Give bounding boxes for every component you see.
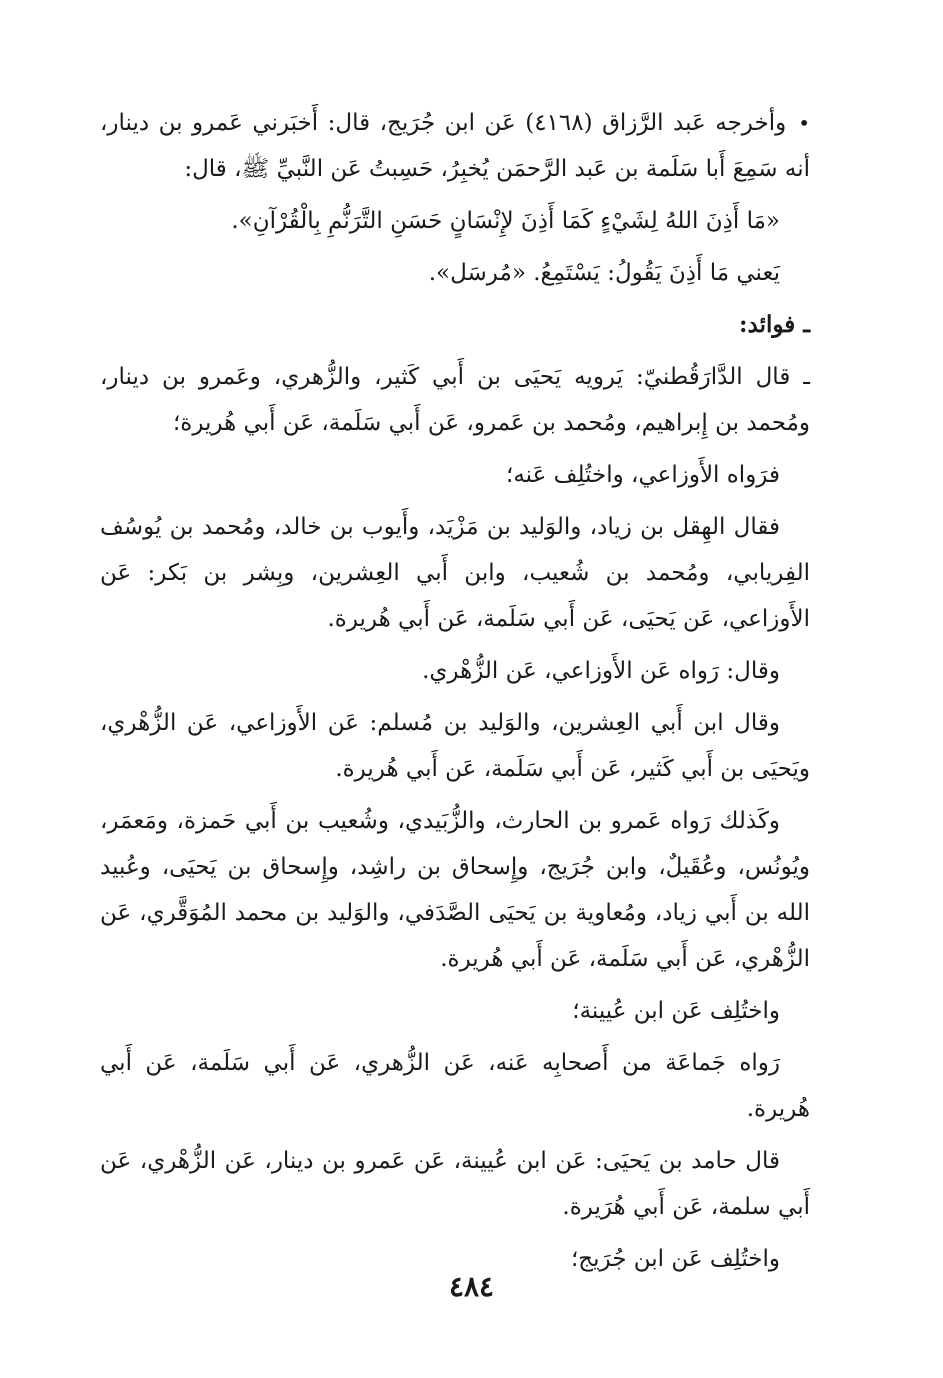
paragraph-ibn-uyayna: واختُلِف عَن ابن عُيينة؛ — [572, 998, 780, 1024]
document-body — [100, 100, 810, 1288]
paragraph-ibn-abi-ishrin: وقال ابن أَبي العِشرين، والوَليد بن مُسلم: عَن الأَوزاعي، عَن الزُّهْري، ويَحيَى بن أَبي كَثير، عَن أَبي سَلَمة، عَن أَبي هُريرة. — [100, 710, 810, 782]
paragraph-kadhalik: وكَذلك رَواه عَمرو بن الحارث، والزُّبَيدي، وشُعيب بن أَبي حَمزة، ومَعمَر، ويُونُس، وعُقَيلٌ، وابن جُرَيج، وإِسحاق بن راشِد، وإِسحاق بن يَحيَى، وعُبيد الله بن أَبي زياد، ومُعاوية بن يَحيَى الصَّدَفي، والوَليد بن محمد المُوَقَّري، عَن الزُّهْري، عَن أَبي سَلَمة، عَن أَبي هُريرة. — [100, 808, 811, 972]
paragraph-qal-rawahu: وقال: رَواه عَن الأَوزاعي، عَن الزُّهْري. — [422, 658, 780, 684]
paragraph-ibn-jurayj: واختُلِف عَن ابن جُرَيج؛ — [570, 1246, 780, 1272]
paragraph-hiql: فقال الهِقل بن زياد، والوَليد بن مَزْيَد، وأَيوب بن خالد، ومُحمد بن يُوسُف الفِريابي، ومُحمد بن شُعيب، وابن أَبي العِشرين، وبِشر بن بَكر: عَن الأَوزاعي، عَن يَحيَى، عَن أَبي سَلَمة، عَن أَبي هُريرة. — [100, 514, 810, 632]
paragraph-awzai: فرَواه الأَوزاعي، واختُلِف عَنه؛ — [506, 462, 780, 488]
paragraph-1 — [100, 100, 810, 192]
paragraph-daraqutni: ـ قال الدَّارَقُطنيّ: يَرويه يَحيَى بن أَبي كَثير، والزُّهري، وعَمرو بن دينار، ومُحمد بن إِبراهيم، ومُحمد بن عَمرو، عَن أَبي سَلَمة، عَن أَبي هُريرة؛ — [100, 364, 810, 436]
bullet-icon: • — [798, 111, 810, 135]
hadith-quote: «مَا أَذِنَ اللهُ لِشَيْءٍ كَمَا أَذِنَ لإِنْسَانٍ حَسَنِ التَّرَنُّمِ بِالْقُرْآنِ». — [231, 208, 780, 234]
explanation-line: يَعني مَا أَذِنَ يَقُولُ: يَسْتَمِعُ. «مُرسَل». — [428, 260, 780, 286]
page-number: ٤٨٤ — [448, 1270, 495, 1303]
paragraph-1-text: وأخرجه عَبد الرَّزاق (٤١٦٨) عَن ابن جُرَيج، قال: أَخبَرني عَمرو بن دينار، أنه سَمِعَ أَبا سَلَمة بن عَبد الرَّحمَن يُخبِرُ، حَسِبتُ عَن النَّبيِّ ﷺ، قال: — [100, 110, 810, 182]
paragraph-jamaa: رَواه جَماعَة من أَصحابِه عَنه، عَن الزُّهري، عَن أَبي سَلَمة، عَن أَبي هُريرة. — [100, 1050, 810, 1122]
paragraph-hamid: قال حامد بن يَحيَى: عَن ابن عُيينة، عَن عَمرو بن دينار، عَن الزُّهْري، عَن أَبي سلمة، عَن أَبي هُرَيرة. — [100, 1148, 810, 1220]
section-heading: ـ فوائد: — [739, 311, 810, 338]
